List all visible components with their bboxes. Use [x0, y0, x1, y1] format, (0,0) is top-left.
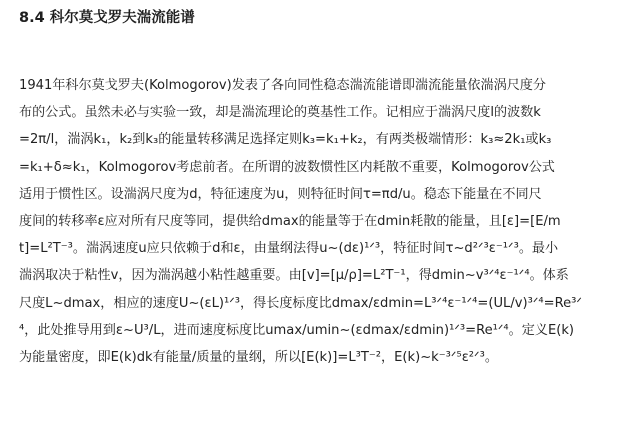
paragraph-line: =k₁+δ≈k₁，Kolmogorov考虑前者。在所谓的波数惯性区内耗散不重要，Kolmogorov公式 [19, 159, 555, 175]
body-paragraph [19, 72, 635, 371]
section-number: 8.4 [19, 10, 45, 26]
paragraph-line: 度间的转移率ε应对所有尺度等同，提供给dmax的能量等于在dmin耗散的能量，且[ε]=[E/m [19, 214, 561, 230]
paragraph-line: ⁴，此处推导用到ε~U³/L，进而速度标度比umax/umin~(εdmax/εdmin)¹ᐟ³=Re¹ᐟ⁴。定义E(k) [19, 322, 575, 338]
paragraph-line: 为能量密度，即E(k)dk有能量/质量的量纲，所以[E(k)]=L³T⁻²，E(k)~k⁻³ᐟ⁵ε²ᐟ³。 [19, 350, 498, 366]
paragraph-line: 适用于惯性区。设湍涡尺度为d，特征速度为u，则特征时间τ=πd/u。稳态下能量在不同尺 [19, 186, 542, 202]
section-title: 科尔莫戈罗夫湍流能谱 [49, 10, 195, 26]
section-heading [19, 6, 195, 27]
paragraph-line: =2π/l，湍涡k₁，k₂到k₃的能量转移满足选择定则k₃=k₁+k₂，有两类极端情形：k₃≈2k₁或k₃ [19, 132, 552, 148]
paragraph-line: t]=L²T⁻³。湍涡速度u应只依赖于d和ε，由量纲法得u~(dε)¹ᐟ³，特征时间τ~d²ᐟ³ε⁻¹ᐟ³。最小 [19, 241, 559, 257]
paragraph-line: 布的公式。虽然未必与实验一致，却是湍流理论的奠基性工作。记相应于湍涡尺度l的波数k [19, 105, 541, 121]
paragraph-line: 湍涡取决于粘性v，因为湍涡越小粘性越重要。由[v]=[μ/ρ]=L²T⁻¹，得dmin~v³ᐟ⁴ε⁻¹ᐟ⁴。体系 [19, 268, 569, 284]
paragraph-line: 尺度L~dmax，相应的速度U~(εL)¹ᐟ³，得长度标度比dmax/εdmin=L³ᐟ⁴ε⁻¹ᐟ⁴=(UL/v)³ᐟ⁴=Re³ᐟ [19, 295, 582, 311]
paragraph-line: 1941年科尔莫戈罗夫(Kolmogorov)发表了各向同性稳态湍流能谱即湍流能量依湍涡尺度分 [19, 78, 546, 93]
